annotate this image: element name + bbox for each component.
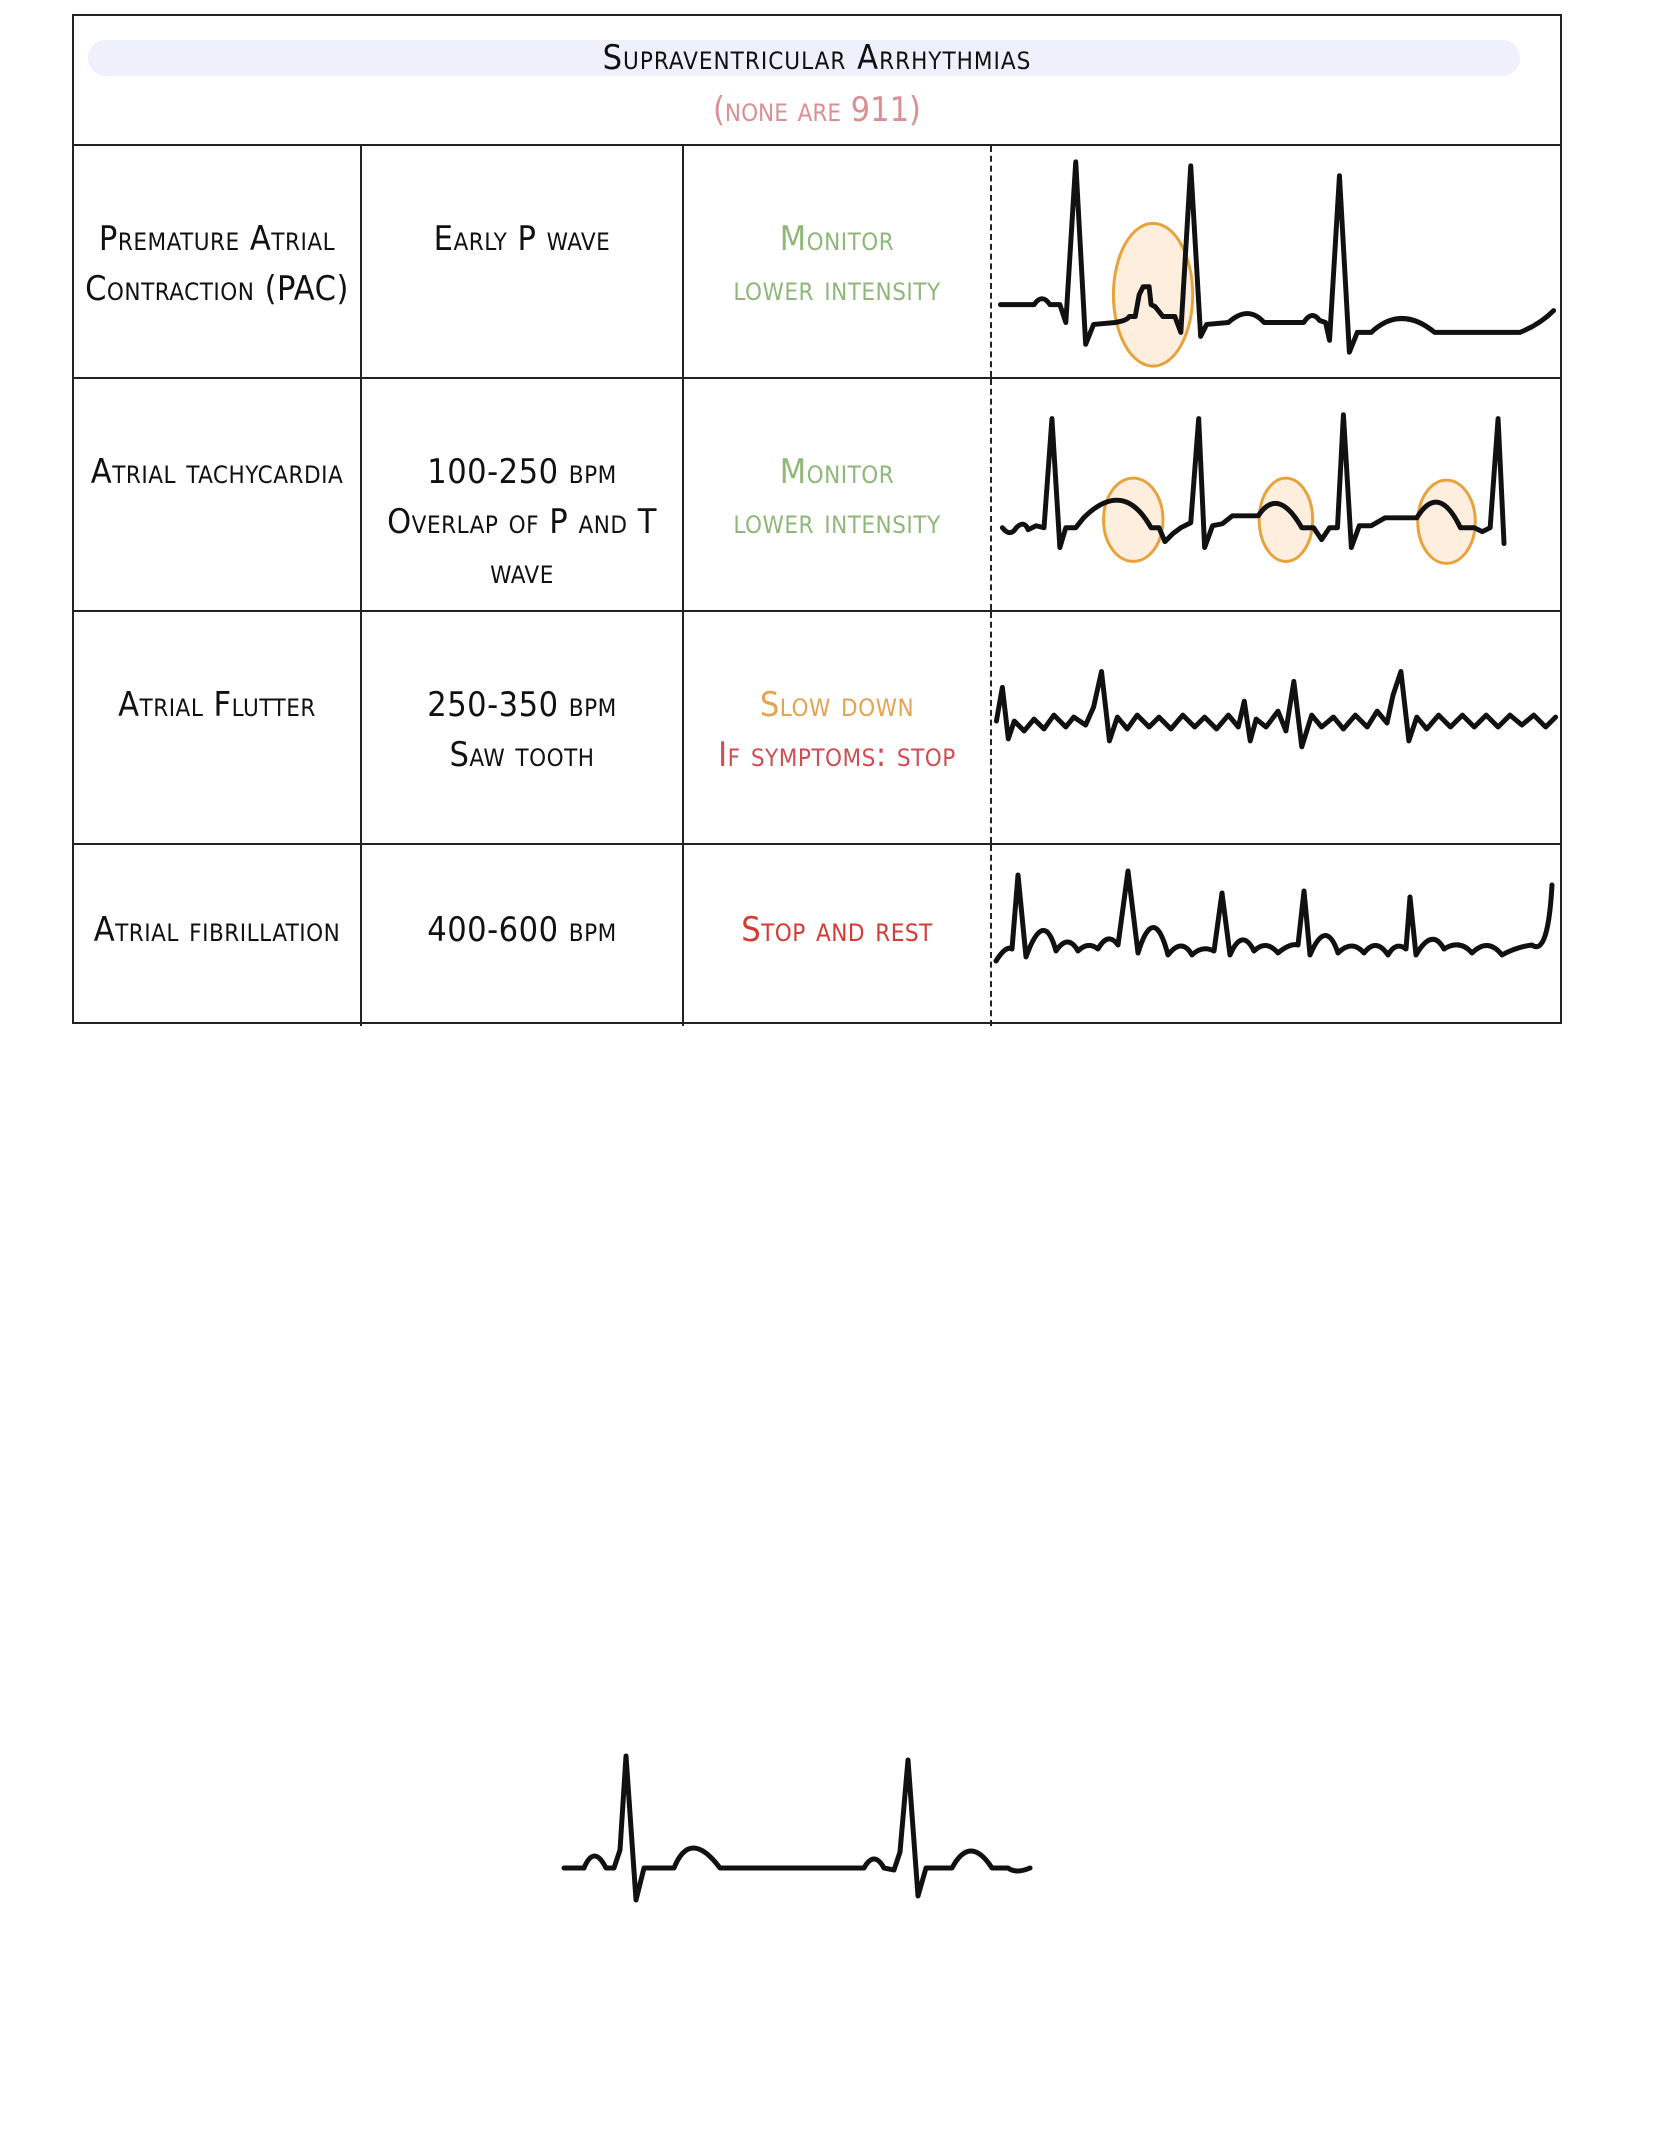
rate-cell bbox=[362, 146, 684, 377]
ecg-atrial-fibrillation-icon bbox=[992, 845, 1560, 1026]
ecg-atrial-tachycardia-icon bbox=[992, 379, 1560, 610]
condition-name-line: Atrial tachycardia bbox=[90, 452, 344, 492]
action-line: Monitor bbox=[779, 219, 895, 259]
rate-cell bbox=[362, 379, 684, 610]
condition-name-line: Contraction (PAC) bbox=[85, 269, 349, 309]
action-line: If symptoms: stop bbox=[718, 735, 956, 775]
action-cell bbox=[684, 612, 992, 843]
condition-name-line: Atrial fibrillation bbox=[93, 910, 341, 950]
ecg-atrial-flutter-icon bbox=[992, 612, 1560, 843]
action-line: lower intensity bbox=[733, 269, 941, 309]
ecg-cell bbox=[992, 146, 1560, 377]
table-row-pac bbox=[74, 146, 1560, 379]
ecg-cell bbox=[992, 845, 1560, 1026]
action-line: Slow down bbox=[759, 685, 915, 725]
ecg-normal-sinus-icon bbox=[550, 1740, 1170, 1920]
page-title: Supraventricular Arrhythmias bbox=[602, 38, 1032, 78]
rate-line: Early P wave bbox=[433, 219, 611, 259]
table-row-atrial-fibrillation bbox=[74, 845, 1560, 1026]
action-line: Stop and rest bbox=[741, 910, 933, 950]
action-line: lower intensity bbox=[733, 502, 941, 542]
condition-name-line: Atrial Flutter bbox=[118, 685, 316, 725]
rate-line: Saw tooth bbox=[449, 735, 595, 775]
condition-name-line: Premature Atrial bbox=[98, 219, 336, 259]
action-cell bbox=[684, 379, 992, 610]
action-cell bbox=[684, 845, 992, 1026]
rate-cell bbox=[362, 612, 684, 843]
rate-line: 400-600 bpm bbox=[427, 910, 617, 950]
rate-line: Overlap of P and T wave bbox=[387, 502, 657, 592]
table-row-atrial-tachycardia bbox=[74, 379, 1560, 612]
ecg-pac-icon bbox=[992, 146, 1560, 377]
ecg-cell bbox=[992, 379, 1560, 610]
rate-line: 250-350 bpm bbox=[427, 685, 617, 725]
title-band bbox=[74, 16, 1560, 146]
table-row-atrial-flutter bbox=[74, 612, 1560, 845]
ecg-cell bbox=[992, 612, 1560, 843]
condition-cell bbox=[74, 612, 362, 843]
rate-cell bbox=[362, 845, 684, 1026]
condition-cell bbox=[74, 845, 362, 1026]
page-subtitle: (none are 911) bbox=[712, 90, 921, 130]
rate-line: 100-250 bpm bbox=[427, 452, 617, 492]
action-line: Monitor bbox=[779, 452, 895, 492]
action-cell bbox=[684, 146, 992, 377]
condition-cell bbox=[74, 146, 362, 377]
arrhythmia-table bbox=[72, 14, 1562, 1024]
condition-cell bbox=[74, 379, 362, 610]
